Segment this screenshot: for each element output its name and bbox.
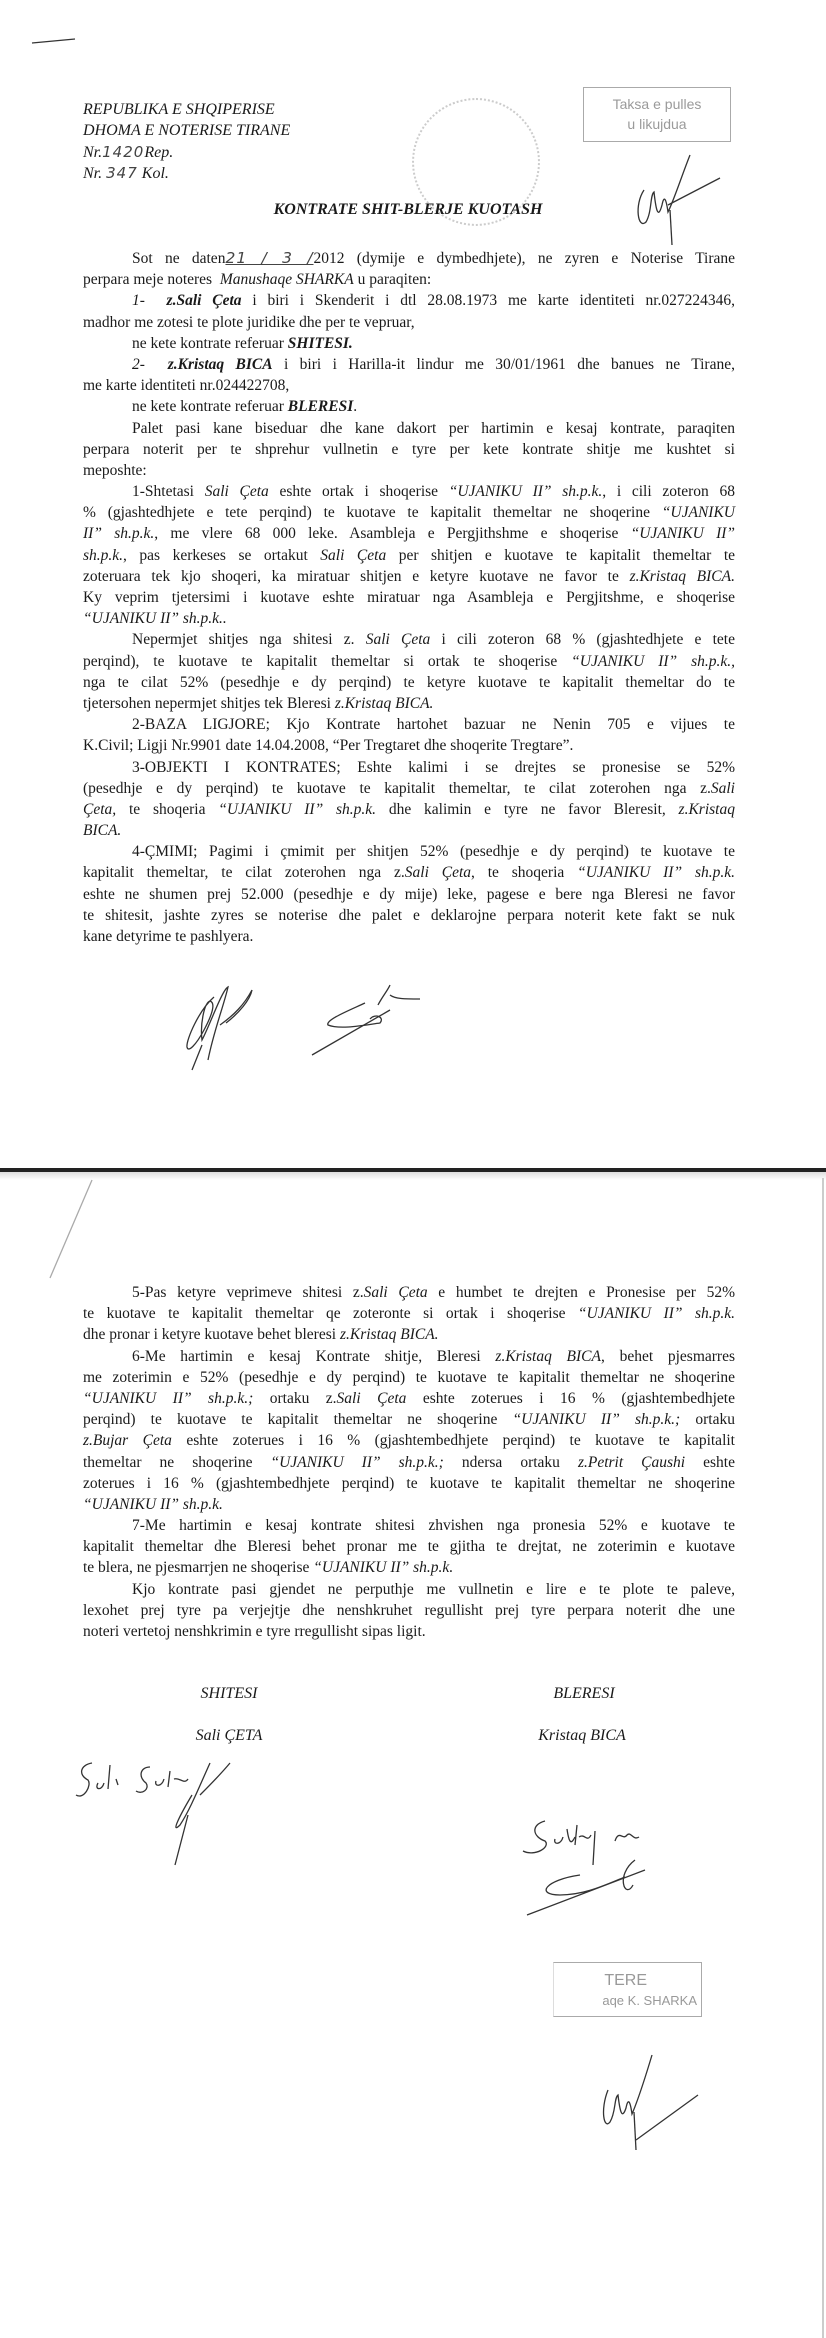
tax-stamp	[583, 87, 731, 142]
text-line	[83, 905, 735, 926]
text-line	[83, 1452, 735, 1473]
text-segment: 1-	[132, 292, 167, 310]
rep-suffix: Rep.	[144, 143, 174, 161]
text-line	[83, 1494, 735, 1515]
text-segment: .	[353, 398, 358, 416]
text-segment: z.Sali Çeta	[166, 292, 242, 310]
text-segment: 7-Me hartimin e kesaj kontrate shitesi zhvishen nga pronesia 52% e kuotave te	[132, 1517, 735, 1535]
paragraph	[83, 248, 735, 290]
text-segment: i biri i Harilla-it lindur me 30/01/1961 dhe banues ne Tirane,	[272, 355, 735, 373]
rep-prefix: Nr.	[83, 143, 103, 161]
buyer-signature	[515, 1815, 685, 1905]
text-line	[83, 1515, 735, 1536]
text-line	[83, 1579, 735, 1600]
text-segment: Kjo kontrate pasi gjendet ne perputhje me vullnetin e lire e te plote te paleve,	[132, 1580, 735, 1598]
text-segment: Çeta,	[83, 800, 117, 818]
text-segment: Ky veprim tjetersimi i kuotave eshte miratuar nga Asambleja e Pergjitshme, e shoqerise	[83, 589, 735, 606]
header-rep-number	[83, 142, 290, 163]
text-segment: z.Bujar Çeta	[83, 1432, 172, 1450]
text-line	[83, 290, 735, 311]
text-segment: te shoqeria	[116, 800, 219, 818]
paragraph	[83, 481, 735, 629]
text-line	[83, 608, 735, 629]
tax-stamp-line1: Taksa e pulles	[612, 96, 702, 112]
text-segment: eshte ortak i shoqerise	[268, 483, 449, 501]
text-segment: Manushaqe SHARKA	[219, 271, 354, 289]
text-line	[83, 1409, 735, 1430]
text-segment: tjetersohen nepermjet shitjes tek Bleresi	[83, 694, 335, 712]
text-line	[83, 439, 735, 460]
text-segment: i biri i Skenderit i dtl 28.08.1973 me karte identiteti nr.027224346,	[241, 292, 735, 310]
text-line	[83, 778, 735, 799]
text-segment: perqind), te kuotave te kapitalit themeltar si ortak te shoqerise	[83, 652, 572, 670]
handwritten-date: 21 / 3 /	[225, 249, 314, 267]
text-segment: z.Kristaq BICA.	[629, 567, 735, 585]
text-line	[83, 396, 735, 417]
text-line	[83, 481, 735, 502]
text-segment: , behet pjesmarres	[600, 1347, 735, 1365]
text-segment: kane detyrime te pashlyera.	[83, 928, 254, 945]
text-line	[83, 354, 735, 375]
text-segment: “UJANIKU II” sh.p.k..	[83, 610, 227, 628]
rep-number-handwritten: 1420	[102, 142, 145, 161]
text-line	[83, 523, 735, 544]
text-segment: “UJANIKU II” sh.p.k.	[83, 1495, 223, 1513]
text-line	[83, 1536, 735, 1557]
seller-name: Sali ÇETA	[195, 1727, 263, 1744]
text-segment: zoterues i 16 % (gjashtembedhjete perqind) te kuotave te kapitalit themeltar ne shoqerine	[83, 1474, 735, 1492]
text-segment: , me vlere 68 000 leke. Asambleja e Pergjithshme e shoqerise	[154, 525, 631, 543]
text-line	[83, 502, 735, 523]
text-segment: i cili zoteron 68 % (gjashtedhjete e tete	[430, 631, 735, 649]
text-segment: themeltar ne shoqerine	[83, 1453, 271, 1471]
paragraph	[83, 714, 735, 756]
text-segment: II” sh.p.k.	[83, 525, 155, 543]
text-segment: % (gjashtedhjete e tete perqind) te kuotave te kapitalit themeltar ne shoqerine	[83, 504, 662, 522]
text-segment: (pesedhje e dy perqind) te kuotave te kapitalit themeltar, te cilat zoterohen nga z.	[83, 779, 711, 797]
text-segment: dhe pronar i ketyre kuotave behet bleresi	[83, 1326, 340, 1344]
text-segment: z.Petrit Çaushi	[577, 1453, 686, 1471]
notary-stamp-line1: TERE	[604, 1972, 647, 1989]
text-line	[83, 312, 735, 333]
kol-suffix: Kol.	[141, 164, 169, 182]
text-segment: 2-	[132, 355, 168, 373]
text-segment: BICA.	[83, 822, 122, 840]
text-segment: “UJANIKU II” sh.p.k.,	[571, 652, 735, 670]
text-segment: K.Civil; Ligji Nr.9901 date 14.04.2008, “Per Tregtaret dhe shoqerite Tregtare”.	[83, 737, 574, 755]
text-line	[83, 714, 735, 735]
text-segment: “UJANIKU II” sh.p.k.	[218, 800, 377, 818]
text-line	[83, 1600, 735, 1621]
text-segment: 1-Shtetasi	[132, 483, 205, 501]
text-segment: “UJANIKU II” sh.p.k.	[577, 1305, 735, 1323]
text-segment: eshte ne shumen prej 52.000 (pesedhje e dy mije) leke, pagese e bere nga Bleresi ne favor	[83, 885, 735, 903]
text-segment: perpara meje noteres	[83, 271, 220, 289]
text-line	[83, 248, 735, 269]
text-segment: Sali Çeta	[363, 1284, 428, 1301]
kol-number-handwritten: 347	[106, 163, 138, 182]
text-segment: 2-BAZA LIGJORE; Kjo Kontrate hartohet bazuar ne Nenin 705 e vijues te	[132, 716, 735, 734]
text-segment: zoteruara tek kjo shoqeri, ka miratuar shitjen e ketyre kuotave ne favor te	[83, 567, 630, 585]
buyer-role-label: BLERESI	[553, 1685, 615, 1702]
page-separator-shadow	[0, 1172, 826, 1180]
paragraph	[83, 1346, 735, 1516]
text-line	[83, 1430, 735, 1451]
tax-stamp-line2: u likujdua	[627, 116, 687, 132]
text-segment: Sot ne daten	[132, 250, 226, 267]
text-segment: 4-ÇMIMI; Pagimi i çmimit per shitjen 52% (pesedhje e dy perqind) te kuotave te	[132, 843, 735, 861]
text-line	[83, 841, 735, 862]
text-line	[83, 460, 735, 481]
text-segment: me karte identiteti nr.024422708,	[83, 377, 290, 395]
text-segment: ortaku z.	[253, 1389, 337, 1407]
text-segment: “UJANIKU II”	[630, 525, 736, 543]
text-segment: Sali Çeta	[336, 1389, 407, 1407]
text-line	[83, 1346, 735, 1367]
text-line	[83, 629, 735, 650]
text-segment: kapitalit themeltar, te cilat zoterohen nga z.	[83, 864, 405, 882]
text-line	[83, 693, 735, 714]
text-segment: “UJANIKU II” sh.p.k.	[313, 1559, 454, 1577]
text-segment: noteri vertetoj nenshkrimin e tyre rregullisht sipas ligit.	[83, 1623, 426, 1640]
text-segment: , pas kerkeses se ortakut	[123, 546, 321, 564]
text-segment: 5-Pas ketyre veprimeve shitesi z.	[132, 1284, 364, 1301]
text-line	[83, 862, 735, 883]
paragraph	[83, 757, 735, 842]
text-segment: dhe kalimin e tyre ne favor Bleresit,	[376, 800, 679, 818]
text-segment: , i cili zoteron 68	[602, 483, 735, 501]
text-segment: “UJANIKU II” sh.p.k.;	[512, 1411, 681, 1429]
paragraph	[83, 1515, 735, 1579]
text-segment: perpara noterit per te shprehur vullnetin e tyre per kete kontrate shitje me kushtet si	[83, 440, 735, 458]
text-segment: me zoterimin e 52% (pesedhje e dy perqind) te kuotave te kapitalit themeltar ne shoqerine	[83, 1368, 735, 1386]
text-segment: SHITESI.	[287, 334, 353, 352]
notary-stamp-line2: aqe K. SHARKA	[602, 1993, 697, 2008]
paragraph	[83, 841, 735, 947]
text-line	[83, 926, 735, 947]
text-segment: eshte zoterues i 16 % (gjashtembedhjete perqind) te kuotave te kapitalit	[171, 1432, 735, 1450]
text-segment: “UJANIKU	[661, 504, 735, 522]
text-segment: z.Kristaq	[678, 800, 735, 818]
notary-stamp	[553, 1962, 702, 2017]
seller-role-label: SHITESI	[200, 1685, 258, 1702]
text-line	[83, 1557, 735, 1578]
document-title: KONTRATE SHIT-BLERJE KUOTASH	[273, 201, 543, 218]
notary-header	[83, 99, 290, 184]
text-line	[83, 269, 735, 290]
seller-signature	[70, 1755, 290, 1865]
text-line	[83, 820, 735, 841]
text-segment: Sali Çeta	[204, 483, 269, 501]
text-line	[83, 418, 735, 439]
text-line	[83, 1473, 735, 1494]
text-segment: z.Kristaq BICA.	[334, 694, 434, 712]
text-segment: per shitjen e kuotave te kapitalit themeltar te	[386, 546, 736, 564]
seller-signature-page1	[184, 985, 304, 1075]
text-segment: “UJANIKU II” sh.p.k.	[577, 864, 735, 882]
paragraph	[83, 290, 735, 332]
text-line	[83, 672, 735, 693]
text-line	[83, 333, 735, 354]
text-segment: te kuotave te kapitalit themeltar qe zoteronte si ortak i shoqerise	[83, 1305, 578, 1323]
text-line	[83, 884, 735, 905]
text-segment: Sali Çeta	[404, 864, 471, 882]
paragraph	[83, 1579, 735, 1643]
scan-mark	[30, 35, 80, 47]
text-segment: 3-OBJEKTI I KONTRATES; Eshte kalimi i se drejtes se pronesise se 52%	[132, 758, 735, 776]
text-segment: Sali Çeta	[320, 546, 387, 564]
text-segment: eshte	[685, 1453, 735, 1471]
text-line	[83, 1282, 735, 1303]
text-segment: “UJANIKU II” sh.p.k.;	[83, 1389, 254, 1407]
text-segment: “UJANIKU II” sh.p.k.	[448, 483, 603, 501]
text-line	[83, 587, 735, 608]
text-segment: te shitesit, jashte zyres se noterise dhe palet e deklarojne perpara noterit kete fakt se nuk	[83, 906, 735, 924]
paragraph	[83, 354, 735, 396]
text-segment: z.Kristaq BICA	[495, 1347, 601, 1365]
text-line	[83, 375, 735, 396]
text-segment: nga te cilat 52% (pesedhje e dy perqind) te ketyre kuotave te kapitalit themeltar do te	[83, 673, 735, 691]
header-kol-number	[83, 163, 290, 184]
text-segment: sh.p.k.	[83, 546, 124, 564]
text-line	[83, 545, 735, 566]
text-segment: Sali	[710, 779, 735, 797]
notary-initials-signature	[630, 150, 730, 250]
text-line	[83, 1324, 735, 1345]
text-line	[83, 735, 735, 756]
text-segment: 6-Me hartimin e kesaj Kontrate shitje, Bleresi	[132, 1347, 496, 1365]
text-line	[83, 1303, 735, 1324]
paragraph	[83, 629, 735, 714]
text-segment: perqind) te kuotave te kapitalit themeltar ne shoqerine	[83, 1411, 513, 1429]
header-republic: REPUBLIKA E SHQIPERISE	[83, 101, 275, 118]
text-line	[83, 1621, 735, 1642]
buyer-name: Kristaq BICA	[538, 1727, 626, 1744]
text-line	[83, 1388, 735, 1409]
text-segment: eshte zoterues i 16 % (gjashtembedhjete	[406, 1389, 735, 1407]
text-segment: ne kete kontrate referuar	[132, 334, 288, 352]
text-segment: kapitalit themeltar dhe Bleresi behet pronar me te gjitha te drejtat, ne zoterimin e kuotave	[83, 1538, 735, 1556]
text-segment: e humbet te drejten e Pronesise per 52%	[427, 1284, 735, 1301]
text-segment: , te shoqeria	[471, 864, 578, 882]
paragraph	[83, 333, 735, 354]
text-segment: z.Kristaq BICA	[167, 355, 273, 373]
text-segment: u paraqiten:	[353, 271, 432, 289]
text-line	[83, 757, 735, 778]
header-chamber: DHOMA E NOTERISE TIRANE	[83, 122, 291, 140]
text-segment: lexohet prej tyre pa verjejtje dhe nenshkruhet regullisht prej tyre perpara noterit dhe une	[83, 1601, 735, 1619]
page1-body	[83, 248, 735, 947]
text-segment: meposhte:	[83, 461, 147, 479]
notary-initials-signature-page2	[598, 2050, 708, 2150]
paragraph	[83, 1282, 735, 1346]
text-segment: 2012 (dymije e dymbedhjete), ne zyren e Noterise Tirane	[313, 250, 736, 267]
page2-right-edge	[822, 1178, 824, 2338]
text-segment: madhor me zotesi te plote juridike dhe per te vepruar,	[83, 313, 415, 331]
text-segment: ortaku	[680, 1411, 735, 1429]
text-segment: z.Kristaq BICA.	[339, 1326, 439, 1344]
text-segment: ne kete kontrate referuar	[132, 398, 288, 416]
text-segment: “UJANIKU II” sh.p.k.;	[270, 1453, 444, 1471]
text-line	[83, 799, 735, 820]
kol-prefix: Nr.	[83, 164, 103, 182]
paragraph	[83, 418, 735, 482]
page2-left-edge	[40, 1178, 100, 1278]
text-line	[83, 566, 735, 587]
text-segment: te blera, ne pjesmarrjen ne shoqerise	[83, 1559, 314, 1577]
text-segment: Sali Çeta	[365, 631, 431, 649]
page2-body	[83, 1282, 735, 1642]
text-segment: ndersa ortaku	[443, 1453, 578, 1471]
text-segment: Nepermjet shitjes nga shitesi z.	[132, 631, 366, 649]
buyer-signature-page1	[310, 985, 450, 1065]
paragraph	[83, 396, 735, 417]
text-line	[83, 1367, 735, 1388]
text-segment: Palet pasi kane biseduar dhe kane dakort per hartimin e kesaj kontrate, paraqiten	[132, 419, 735, 437]
text-line	[83, 651, 735, 672]
text-segment: BLERESI	[287, 398, 354, 416]
